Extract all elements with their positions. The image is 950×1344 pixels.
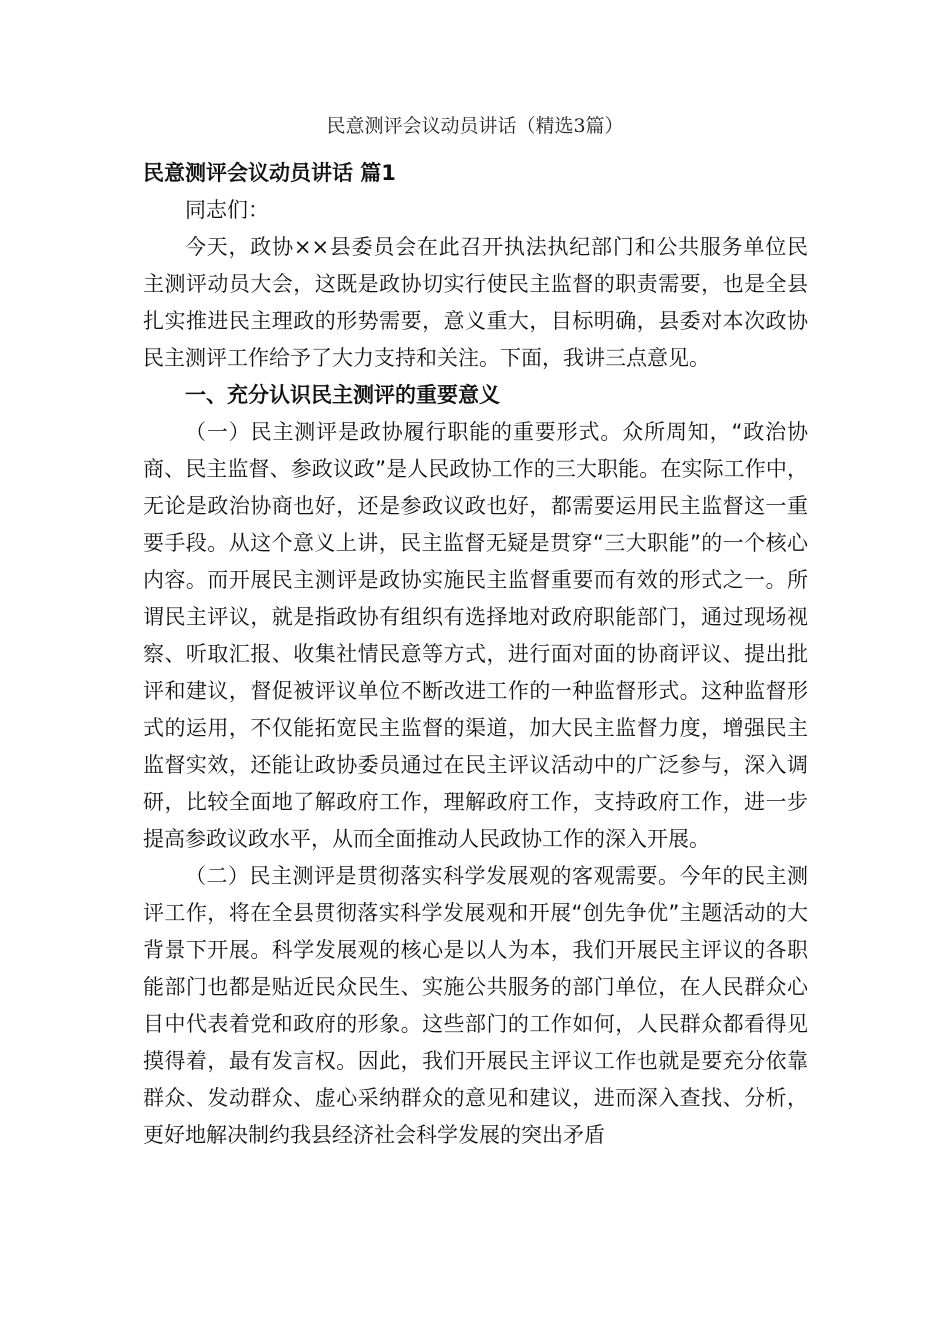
document-title: 民意测评会议动员讲话（精选3篇） — [326, 115, 624, 137]
point-1-paragraph: （一）民主测评是政协履行职能的重要形式。众所周知，“政治协商、民主监督、参政议政”是人民政协工作的三大职能。在实际工作中，无论是政治协商也好，还是参政议政也好，都需要运用民主监督这一重要手段。从这个意义上讲，民主监督无疑是贯穿“三大职能”的一个核心内容。而开展民主测评是政协实施民主监督重要而有效的形式之一。所谓民主评议，就是指政协有组织有选择地对政府职能部门，通过现场视察、听取汇报、收集社情民意等方式，进行面对面的协商评议、提出批评和建议，督促被评议单位不断改进工作的一种监督形式。这种监督形式的运用，不仅能拓宽民主监督的渠道，加大民主监督力度，增强民主监督实效，还能让政协委员通过在民主评议活动中的广泛参与，深入调研，比较全面地了解政府工作，理解政府工作，支持政府工作，进一步提高参政议政水平，从而全面推动人民政协工作的深入开展。 — [143, 420, 808, 851]
intro-paragraph: 今天，政协××县委员会在此召开执法执纪部门和公共服务单位民主测评动员大会，这既是政协切实行使民主监督的职责需要，也是全县扎实推进民主理政的形势需要，意义重大，目标明确，县委对本次政协民主测评工作给予了大力支持和关注。下面，我讲三点意见。 — [143, 235, 808, 370]
section-title: 民意测评会议动员讲话 篇1 — [143, 161, 396, 185]
heading-significance: 一、充分认识民主测评的重要意义 — [185, 383, 500, 407]
point-2-paragraph: （二）民主测评是贯彻落实科学发展观的客观需要。今年的民主测评工作，将在全县贯彻落实科学发展观和开展“创先争优”主题活动的大背景下开展。科学发展观的核心是以人为本，我们开展民主评议的各职能部门也都是贴近民众民生、实施公共服务的部门单位，在人民群众心目中代表着党和政府的形象。这些部门的工作如何，人民群众都看得见摸得着，最有发言权。因此，我们开展民主评议工作也就是要充分依靠群众、发动群众、虚心采纳群众的意见和建议，进而深入查找、分析，更好地解决制约我县经济社会科学发展的突出矛盾 — [143, 864, 808, 1147]
document-body — [143, 155, 808, 1154]
salutation: 同志们： — [185, 198, 269, 222]
